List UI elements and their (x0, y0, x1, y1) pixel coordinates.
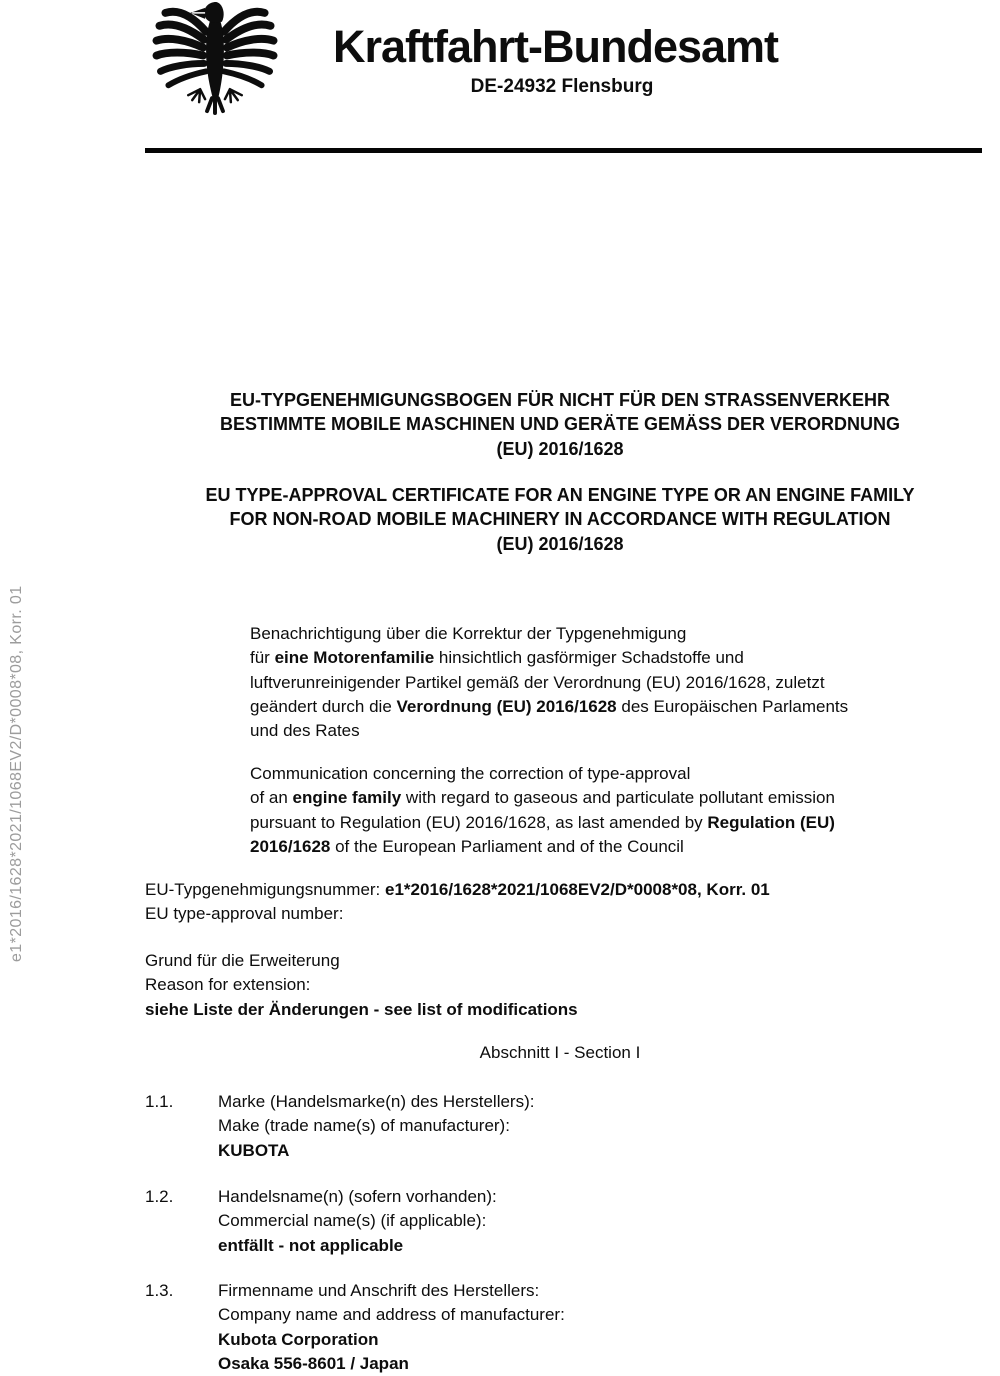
section-item-1-3 (145, 1279, 565, 1376)
title-german-line-3: (EU) 2016/1628 (496, 438, 624, 459)
title-german (105, 388, 1000, 461)
section-item-1-1 (145, 1090, 534, 1163)
text-line: 2016/1628 of the European Parliament and of the Council (250, 836, 684, 856)
text-line: pursuant to Regulation (EU) 2016/1628, as last amended by Regulation (EU) (250, 812, 835, 832)
text-line: Commercial name(s) (if applicable): (218, 1211, 487, 1231)
text-line: Firmenname und Anschrift des Herstellers: (218, 1281, 540, 1300)
communication-paragraph-english (250, 762, 835, 859)
text-line: Osaka 556-8601 / Japan (218, 1353, 409, 1373)
agency-name: Kraftfahrt-Bundesamt (333, 21, 779, 72)
extension-reason-block (145, 949, 578, 1022)
text-line: entfällt - not applicable (218, 1235, 404, 1255)
item-number: 1.3. (145, 1281, 174, 1300)
text-line: siehe Liste der Änderungen - see list of modifications (145, 999, 578, 1019)
title-english-line-2: FOR NON-ROAD MOBILE MACHINERY IN ACCORDANCE WITH REGULATION (229, 509, 891, 530)
text-line: Reason for extension: (145, 975, 311, 995)
title-english-line-3: (EU) 2016/1628 (496, 533, 624, 554)
header-divider (145, 148, 982, 153)
agency-location: DE-24932 Flensburg (470, 76, 654, 97)
item-number: 1.2. (145, 1187, 174, 1206)
text-line: EU type-approval number: (145, 904, 344, 924)
federal-eagle-logo (150, 0, 280, 115)
section-item-1-2 (145, 1185, 497, 1258)
text-line: of an engine family with regard to gaseous and particulate pollutant emission (250, 788, 835, 808)
communication-paragraph-german (250, 622, 848, 743)
item-content (218, 1185, 497, 1258)
text-line: EU-Typgenehmigungsnummer: e1*2016/1628*2021/1068EV2/D*0008*08, Korr. 01 (145, 880, 770, 899)
text-line: Benachrichtigung über die Korrektur der Typgenehmigung (250, 624, 687, 643)
section-heading: Abschnitt I - Section I (479, 1043, 641, 1062)
text-line: und des Rates (250, 721, 360, 741)
title-english-line-1: EU TYPE-APPROVAL CERTIFICATE FOR AN ENGINE TYPE OR AN ENGINE FAMILY (205, 485, 915, 505)
text-line: Make (trade name(s) of manufacturer): (218, 1116, 510, 1136)
text-line: Kubota Corporation (218, 1329, 379, 1349)
text-line: Communication concerning the correction of type-approval (250, 764, 691, 783)
approval-number-block (145, 878, 770, 927)
item-content (218, 1279, 565, 1376)
text-line: KUBOTA (218, 1140, 290, 1160)
margin-approval-reference: e1*2016/1628*2021/1068EV2/D*0008*08, Korr. 01 (8, 585, 25, 962)
item-number: 1.1. (145, 1092, 174, 1111)
text-line: Handelsname(n) (sofern vorhanden): (218, 1187, 497, 1206)
title-german-line-2: BESTIMMTE MOBILE MASCHINEN UND GERÄTE GEMÄSS DER VERORDNUNG (219, 414, 901, 435)
item-content (218, 1090, 534, 1163)
text-line: luftverunreinigender Partikel gemäß der Verordnung (EU) 2016/1628, zuletzt (250, 672, 825, 692)
text-line: für eine Motorenfamilie hinsichtlich gasförmiger Schadstoffe und (250, 648, 744, 668)
text-line: Grund für die Erweiterung (145, 951, 340, 970)
title-german-line-1: EU-TYPGENEHMIGUNGSBOGEN FÜR NICHT FÜR DEN STRASSENVERKEHR (229, 390, 891, 410)
text-line: Company name and address of manufacturer: (218, 1305, 565, 1325)
text-line: Marke (Handelsmarke(n) des Herstellers): (218, 1092, 535, 1111)
title-english (105, 483, 1000, 556)
text-line: geändert durch die Verordnung (EU) 2016/1628 des Europäischen Parlaments (250, 696, 849, 716)
